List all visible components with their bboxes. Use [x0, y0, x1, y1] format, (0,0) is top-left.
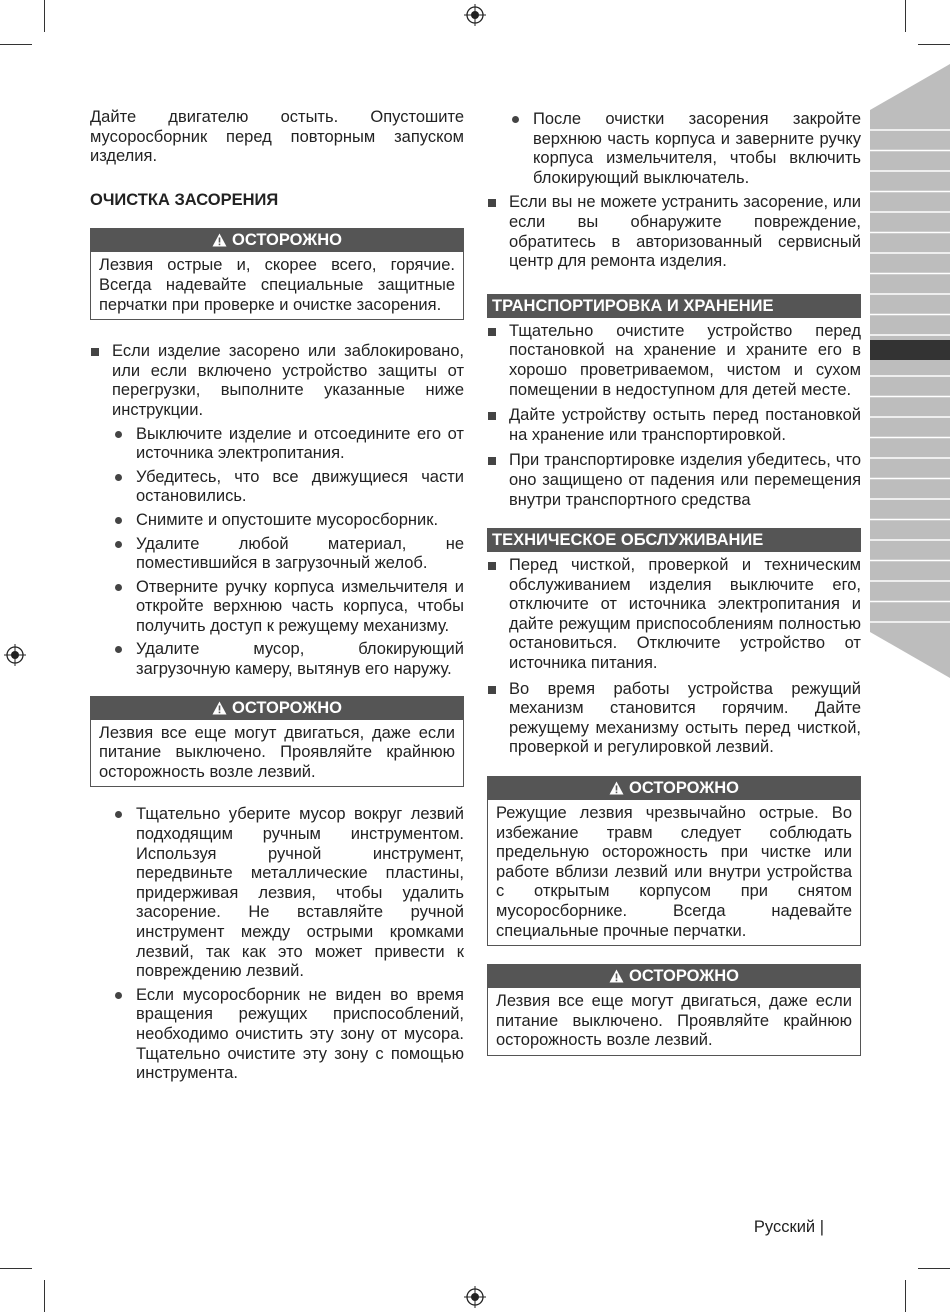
list-item: Если вы не можете устранить засорение, или если вы обнаружите повреждение, обратитесь в авторизованный сервисный центр для ремонта изделия. [487, 193, 861, 271]
warning-icon [609, 781, 624, 795]
registration-mark-icon [464, 1286, 486, 1308]
crop-mark [918, 1268, 950, 1269]
list-item: Тщательно очистите устройство перед постановкой на хранение и храните его в хорошо проветриваемом, чистом и сухом помещении в недоступном для детей месте. [487, 322, 861, 400]
list-item: Если мусоросборник не виден во время вращения режущих приспособлений, необходимо очистить эту зону от мусора. Тщательно очистите эту зону с помощью инструмента. [90, 986, 464, 1084]
crop-mark [918, 44, 950, 45]
crop-mark [44, 0, 45, 32]
warning-title: ОСТОРОЖНО [629, 967, 739, 986]
warning-title: ОСТОРОЖНО [629, 779, 739, 798]
list-item: Дайте устройству остыть перед постановкой на хранение или транспортировкой. [487, 406, 861, 445]
section-heading-clog: ОЧИСТКА ЗАСОРЕНИЯ [90, 190, 279, 209]
registration-mark-icon [4, 644, 26, 666]
left-column [90, 108, 464, 1084]
warning-box [90, 696, 464, 788]
registration-mark-icon [464, 4, 486, 26]
section-heading-transport: ТРАНСПОРТИРОВКА И ХРАНЕНИЕ [487, 294, 861, 318]
page-footer-language: Русский | [753, 1218, 824, 1236]
warning-box [487, 964, 861, 1056]
list-item: Тщательно уберите мусор вокруг лезвий подходящим ручным инструментом. Используя ручной инструмент, передвиньте металлические пластины, придерживая лезвия, чтобы удалить засорение. Не вставляйте ручной инструмент между острыми кромками лезвий, так как это может привести к повреждению лезвий. [90, 805, 464, 981]
list-item: Отверните ручку корпуса измельчителя и откройте верхнюю часть корпуса, чтобы получить доступ к режущему механизму. [90, 578, 464, 637]
thumb-index-tabs [870, 64, 950, 678]
warning-icon [609, 969, 624, 983]
list-item: После очистки засорения закройте верхнюю часть корпуса и заверните ручку корпуса измельчителя, чтобы включить блокирующий выключатель. [487, 110, 861, 188]
list-item: Убедитесь, что все движущиеся части остановились. [90, 468, 464, 507]
list-item: Снимите и опустошите мусоросборник. [90, 511, 464, 531]
crop-mark [0, 1268, 32, 1269]
warning-text: Лезвия все еще могут двигаться, даже если питание выключено. Проявляйте крайнюю осторожность возле лезвий. [496, 992, 852, 1050]
list-item: Перед чисткой, проверкой и техническим обслуживанием изделия выключите его, отключите от источника электропитания и дайте режущим приспособлениям полностью остановиться. Отключите устройство от источника питания. [487, 556, 861, 674]
active-tab [870, 340, 950, 360]
warning-header [488, 965, 860, 988]
list-item: Удалите мусор, блокирующий загрузочную камеру, вытянув его наружу. [90, 640, 464, 679]
warning-title: ОСТОРОЖНО [232, 231, 342, 250]
crop-mark [905, 0, 906, 32]
list-item: Выключите изделие и отсоедините его от источника электропитания. [90, 425, 464, 464]
warning-icon [212, 701, 227, 715]
warning-header [91, 229, 463, 252]
warning-header [91, 697, 463, 720]
warning-icon [212, 233, 227, 247]
warning-text: Режущие лезвия чрезвычайно острые. Во избежание травм следует соблюдать предельную осторожность при чистке или работе вблизи лезвий или внутри устройства с открытым корпусом при снятом мусоросборнике. Всегда надевайте специальные прочные перчатки. [496, 804, 852, 940]
warning-text: Лезвия острые и, скорее всего, горячие. Всегда надевайте специальные защитные перчатки при проверке и очистке засорения. [99, 256, 455, 314]
warning-title: ОСТОРОЖНО [232, 698, 342, 717]
warning-box [90, 228, 464, 320]
warning-text: Лезвия все еще могут двигаться, даже если питание выключено. Проявляйте крайнюю осторожность возле лезвий. [99, 723, 455, 781]
list-item: Во время работы устройства режущий механизм становится горячим. Дайте режущему механизму остыть перед чисткой, проверкой и регулировкой лезвий. [487, 680, 861, 758]
intro-paragraph: Дайте двигателю остыть. Опустошите мусоросборник перед повторным запуском изделия. [90, 108, 464, 166]
warning-header [488, 777, 860, 800]
crop-mark [905, 1280, 906, 1312]
list-item: При транспортировке изделия убедитесь, что оно защищено от падения или перемещения внутри транспортного средства [487, 451, 861, 510]
list-item: Если изделие засорено или заблокировано, или если включено устройство защиты от перегрузки, выполните указанные ниже инструкции. [90, 342, 464, 420]
warning-box [487, 776, 861, 946]
crop-mark [0, 44, 32, 45]
right-column [487, 108, 861, 1056]
crop-mark [44, 1280, 45, 1312]
list-item: Удалите любой материал, не поместившийся в загрузочный желоб. [90, 535, 464, 574]
section-heading-service: ТЕХНИЧЕСКОЕ ОБСЛУЖИВАНИЕ [487, 528, 861, 552]
